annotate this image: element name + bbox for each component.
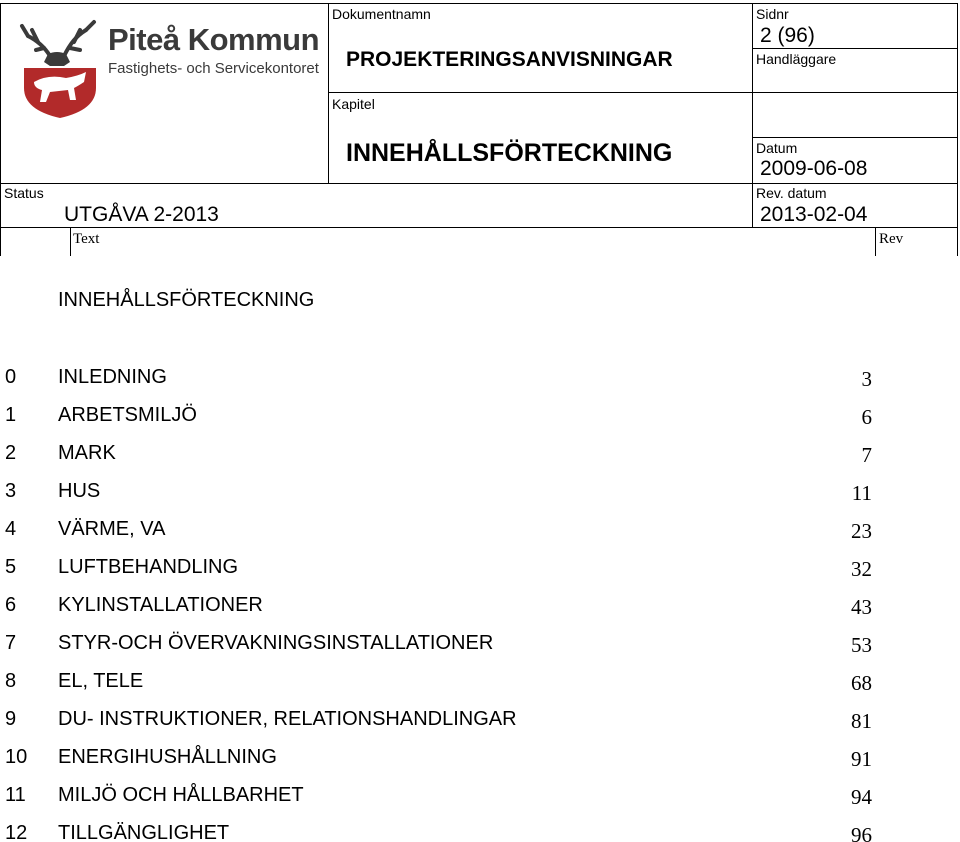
toc-entry-title: INLEDNING	[58, 366, 167, 388]
header-divider-date	[752, 137, 958, 138]
header-col-divider-2	[752, 3, 753, 228]
rev-date-value: 2013-02-04	[760, 203, 868, 226]
toc-entry[interactable]	[0, 820, 960, 842]
toc-entry[interactable]	[0, 782, 960, 810]
toc-entry-title: LUFTBEHANDLING	[58, 556, 239, 578]
status-label: Status	[4, 185, 44, 201]
chapter-label: Kapitel	[332, 96, 375, 112]
toc-entry[interactable]	[0, 516, 960, 544]
toc-entry-title: MILJÖ OCH HÅLLBARHET	[58, 784, 304, 806]
logo-title: Piteå Kommun	[108, 22, 320, 57]
toc-entry-number: 9	[5, 708, 17, 730]
toc-entry-title: ENERGIHUSHÅLLNING	[58, 746, 277, 768]
toc-entry-title: KYLINSTALLATIONER	[58, 594, 263, 616]
header-divider-status	[0, 183, 958, 184]
toc-entry-number: 12	[5, 822, 28, 842]
toc-heading: INNEHÅLLSFÖRTECKNING	[58, 289, 315, 311]
doc-name-label: Dokumentnamn	[332, 6, 431, 22]
toc-entry[interactable]	[0, 478, 960, 506]
toc-entry-page: 91	[851, 747, 872, 771]
toc-entry[interactable]	[0, 364, 960, 392]
header-divider-chapter	[328, 92, 958, 93]
toc-entry-title: DU- INSTRUKTIONER, RELATIONSHANDLINGAR	[58, 708, 517, 730]
rev-date-label: Rev. datum	[756, 185, 827, 201]
toc-entry-page: 32	[851, 557, 872, 581]
toc-entry[interactable]	[0, 592, 960, 620]
handler-label: Handläggare	[756, 51, 837, 67]
toc-entry-title: STYR-OCH ÖVERVAKNINGSINSTALLATIONER	[58, 632, 494, 654]
doc-name: PROJEKTERINGSANVISNINGAR	[346, 48, 673, 71]
toc-entry-page: 96	[851, 823, 872, 842]
toc-entry-number: 3	[5, 480, 17, 502]
toc-entry-number: 11	[5, 784, 26, 806]
toc-entry-number: 10	[5, 746, 28, 768]
toc-entry-title: HUS	[58, 480, 101, 502]
toc-entry-page: 23	[851, 519, 872, 543]
header-left-border	[0, 3, 1, 256]
header-divider-text	[0, 227, 958, 228]
logo	[14, 10, 320, 120]
rev-column-label: Rev	[879, 231, 904, 247]
toc-entry-number: 0	[5, 366, 17, 388]
toc-entry[interactable]	[0, 630, 960, 658]
header-right-border	[957, 3, 958, 256]
toc-entry-page: 53	[851, 633, 872, 657]
toc-entry-number: 6	[5, 594, 17, 616]
toc-entry-number: 8	[5, 670, 17, 692]
toc-entry-title: MARK	[58, 442, 116, 464]
toc-entry-title: TILLGÄNGLIGHET	[58, 822, 230, 842]
toc-entry[interactable]	[0, 554, 960, 582]
status-value: UTGÅVA 2-2013	[64, 203, 219, 226]
header-divider-page	[752, 48, 958, 49]
toc-entry[interactable]	[0, 440, 960, 468]
reindeer-crest-icon	[14, 10, 106, 120]
date-value: 2009-06-08	[760, 157, 868, 180]
toc-entry-page: 6	[861, 405, 872, 429]
page-number: 2 (96)	[760, 24, 815, 47]
toc-entry-page: 68	[851, 671, 872, 695]
toc-entry[interactable]	[0, 402, 960, 430]
header-text-divider	[70, 227, 71, 256]
toc-entry-page: 3	[861, 367, 872, 391]
logo-subtitle: Fastighets- och Servicekontoret	[108, 60, 319, 77]
toc-entry-title: ARBETSMILJÖ	[58, 404, 197, 426]
toc-entry-page: 94	[851, 785, 872, 809]
header-col-divider-1	[328, 3, 329, 184]
toc-entry[interactable]	[0, 668, 960, 696]
toc-entry-number: 4	[5, 518, 17, 540]
toc-entry-page: 11	[851, 481, 872, 505]
document-header	[0, 0, 960, 256]
toc-entry-title: EL, TELE	[58, 670, 144, 692]
toc-entry-number: 5	[5, 556, 17, 578]
page-label: Sidnr	[756, 6, 789, 22]
header-top-border	[0, 3, 958, 4]
date-label: Datum	[756, 140, 798, 156]
toc-entry-page: 7	[861, 443, 872, 467]
toc-entry[interactable]	[0, 744, 960, 772]
toc-entry-number: 1	[5, 404, 17, 426]
text-column-label: Text	[73, 231, 100, 247]
toc-entry-page: 43	[851, 595, 872, 619]
toc-entry-title: VÄRME, VA	[58, 518, 166, 540]
toc-entry[interactable]	[0, 706, 960, 734]
toc-entry-page: 81	[851, 709, 872, 733]
toc-entry-number: 2	[5, 442, 17, 464]
header-rev-divider	[875, 227, 876, 256]
toc-entry-number: 7	[5, 632, 17, 654]
chapter-title: INNEHÅLLSFÖRTECKNING	[346, 139, 673, 167]
